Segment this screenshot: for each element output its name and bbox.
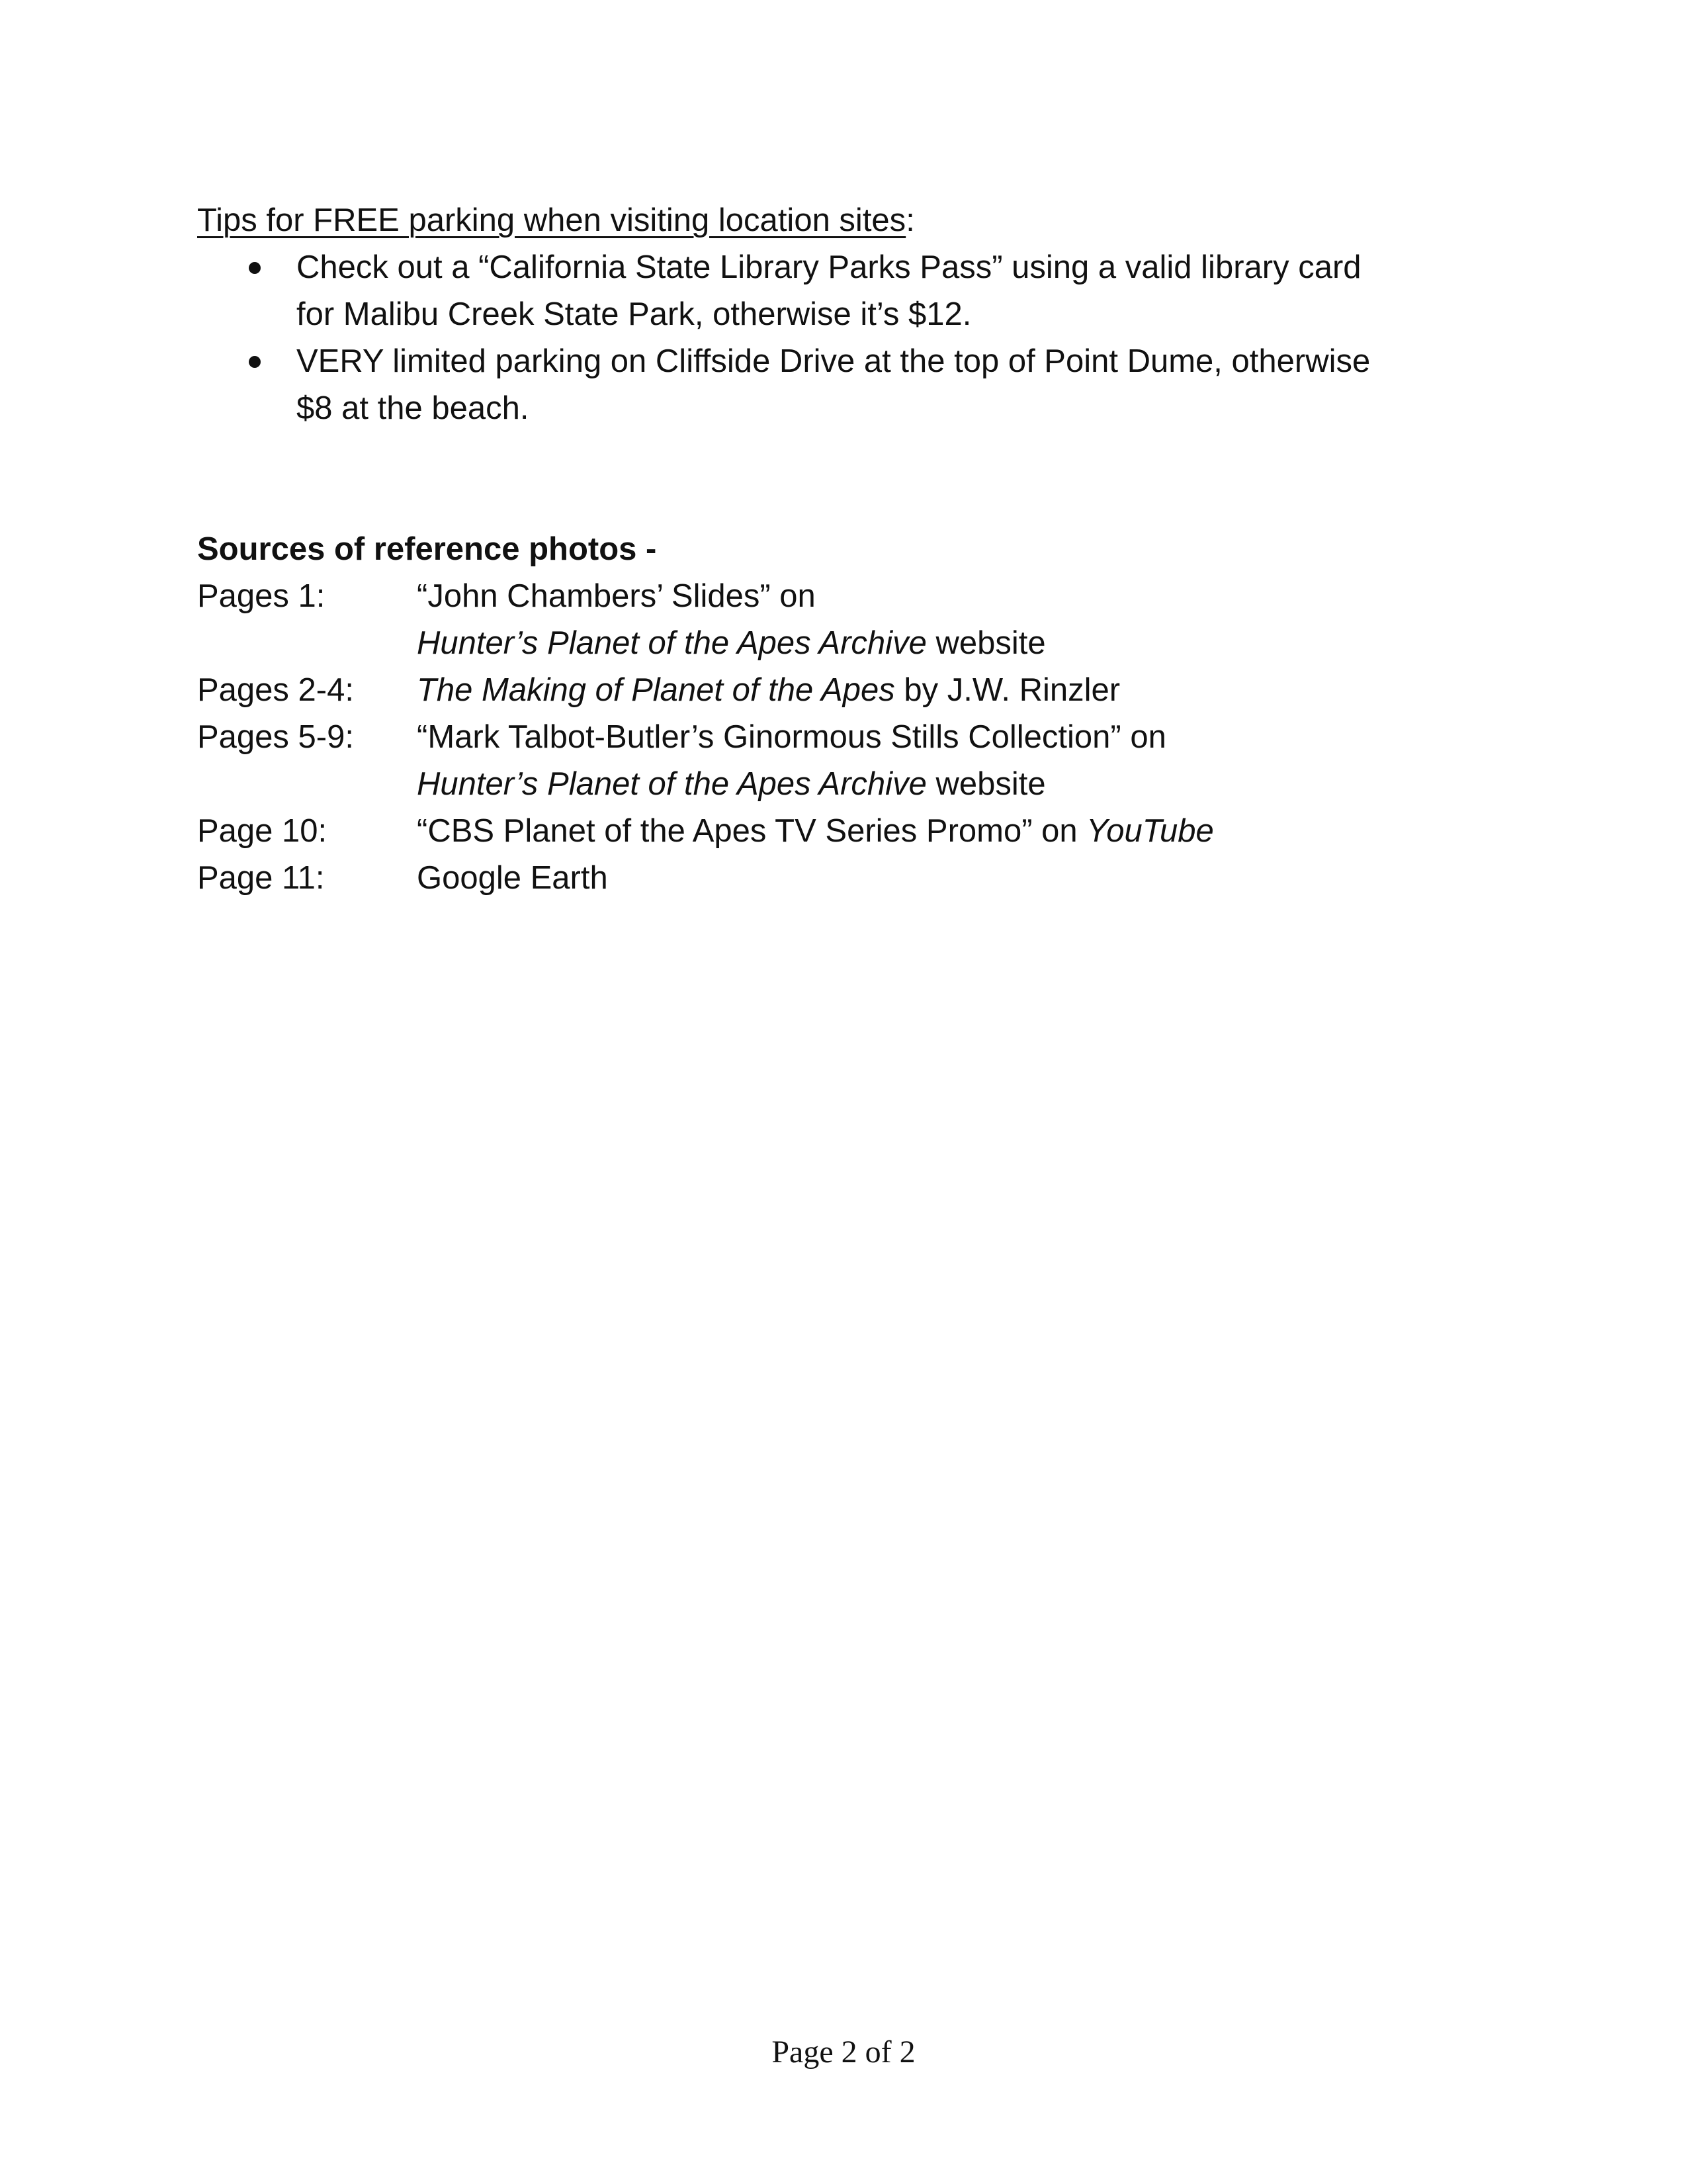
source-row-pages-2-4: [197, 667, 1494, 714]
page-number-footer: Page 2 of 2: [771, 2034, 916, 2070]
source-row-pages-1: [197, 573, 1494, 667]
source-row-pages-5-9: [197, 714, 1494, 808]
source-line: [417, 620, 1494, 667]
source-label: Pages 5-9:: [197, 719, 354, 755]
source-title-italic: The Making of Planet of the Apes: [417, 672, 895, 708]
source-row-page-10: [197, 808, 1494, 855]
tip-2-line-1: VERY limited parking on Cliffside Drive at the top of Point Dume, otherwise: [296, 343, 1371, 379]
bullet-dot-icon: [249, 356, 261, 368]
source-title-italic: Hunter’s Planet of the Apes Archive: [417, 766, 927, 802]
source-text: “CBS Planet of the Apes TV Series Promo” on: [417, 813, 1087, 849]
source-suffix: website: [926, 625, 1046, 661]
source-row-page-11: [197, 855, 1494, 902]
source-value: [417, 667, 1494, 714]
tips-heading-colon: :: [906, 202, 915, 238]
document-body: [197, 197, 1494, 902]
tip-1-line-2: for Malibu Creek State Park, otherwise it’s $12.: [296, 296, 972, 332]
source-suffix: by J.W. Rinzler: [894, 672, 1121, 708]
source-line: [417, 761, 1494, 808]
tip-1-line-1: Check out a “California State Library Parks Pass” using a valid library card: [296, 249, 1362, 285]
source-line: [417, 667, 1494, 714]
source-value: [417, 573, 1494, 667]
source-line: “Mark Talbot-Butler’s Ginormous Stills Collection” on: [417, 719, 1166, 755]
tips-heading-text: Tips for FREE parking when visiting location sites: [197, 202, 906, 238]
source-value: [417, 808, 1494, 855]
source-title-italic: YouTube: [1086, 813, 1214, 849]
source-title-italic: Hunter’s Planet of the Apes Archive: [417, 625, 927, 661]
tip-2-line-2: $8 at the beach.: [296, 390, 529, 426]
tips-list-item: [197, 338, 1494, 432]
source-label: Page 11:: [197, 860, 325, 896]
source-line: [417, 808, 1494, 855]
source-label: Page 10:: [197, 813, 327, 849]
source-line: Google Earth: [417, 860, 608, 896]
source-value: [417, 714, 1494, 808]
bullet-dot-icon: [249, 262, 261, 274]
source-label: Pages 1:: [197, 578, 325, 614]
source-label: Pages 2-4:: [197, 672, 354, 708]
source-value: [417, 855, 1494, 902]
sources-heading: Sources of reference photos -: [197, 531, 657, 567]
tips-heading: [197, 197, 1494, 244]
source-line: “John Chambers’ Slides” on: [417, 578, 816, 614]
tips-list: [197, 244, 1494, 432]
source-suffix: website: [926, 766, 1046, 802]
tips-list-item: [197, 244, 1494, 338]
